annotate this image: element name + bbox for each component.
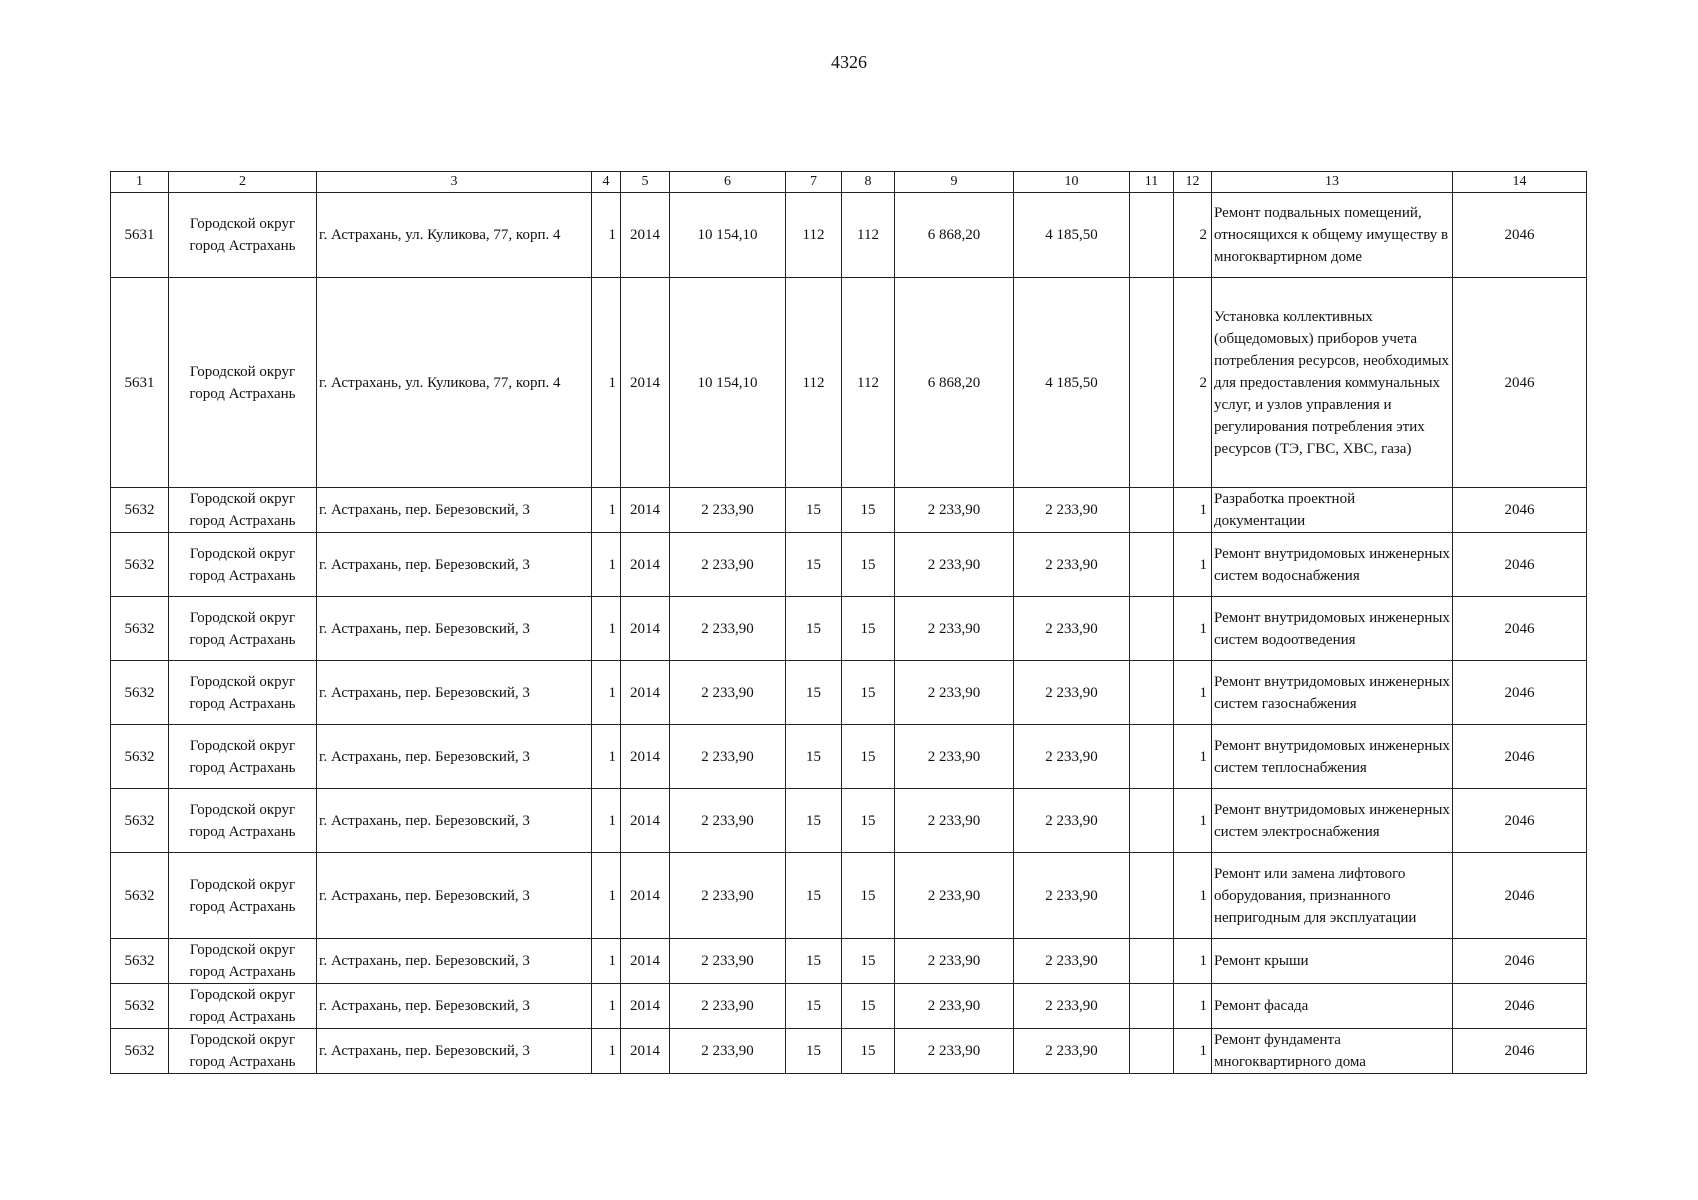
- column-header: 2: [169, 172, 317, 193]
- column-header: 10: [1014, 172, 1130, 193]
- column-header: 4: [592, 172, 621, 193]
- col4-cell: 1: [592, 939, 621, 984]
- header-row: [111, 172, 1587, 193]
- year-planned-cell: 2046: [1453, 597, 1587, 661]
- municipality-cell: Городской округ город Астрахань: [169, 984, 317, 1029]
- table-row: [111, 193, 1587, 278]
- column-header: 12: [1174, 172, 1212, 193]
- col8-cell: 15: [842, 939, 895, 984]
- capital-repair-table: [110, 171, 1587, 1074]
- col11-cell: [1130, 984, 1174, 1029]
- col8-cell: 15: [842, 853, 895, 939]
- total-area-cell: 2 233,90: [670, 939, 786, 984]
- col7-cell: 15: [786, 533, 842, 597]
- col7-cell: 15: [786, 661, 842, 725]
- col10-cell: 2 233,90: [1014, 725, 1130, 789]
- col7-cell: 112: [786, 193, 842, 278]
- col8-cell: 15: [842, 488, 895, 533]
- municipality-cell: Городской округ город Астрахань: [169, 661, 317, 725]
- col4-cell: 1: [592, 278, 621, 488]
- col11-cell: [1130, 488, 1174, 533]
- municipality-cell: Городской округ город Астрахань: [169, 278, 317, 488]
- total-area-cell: 2 233,90: [670, 725, 786, 789]
- col7-cell: 15: [786, 1029, 842, 1074]
- total-area-cell: 2 233,90: [670, 533, 786, 597]
- col11-cell: [1130, 853, 1174, 939]
- col8-cell: 112: [842, 193, 895, 278]
- year-planned-cell: 2046: [1453, 1029, 1587, 1074]
- row-number: 5632: [111, 1029, 169, 1074]
- address-cell: г. Астрахань, пер. Березовский, 3: [317, 661, 592, 725]
- col12-cell: 1: [1174, 853, 1212, 939]
- col12-cell: 1: [1174, 939, 1212, 984]
- year-cell: 2014: [621, 789, 670, 853]
- col11-cell: [1130, 597, 1174, 661]
- column-header: 9: [895, 172, 1014, 193]
- address-cell: г. Астрахань, пер. Березовский, 3: [317, 984, 592, 1029]
- total-area-cell: 2 233,90: [670, 853, 786, 939]
- col11-cell: [1130, 661, 1174, 725]
- municipality-cell: Городской округ город Астрахань: [169, 1029, 317, 1074]
- table-row: [111, 533, 1587, 597]
- total-area-cell: 2 233,90: [670, 597, 786, 661]
- column-header: 5: [621, 172, 670, 193]
- work-type-cell: Ремонт внутридомовых инженерных систем водоснабжения: [1212, 533, 1453, 597]
- col9-cell: 2 233,90: [895, 984, 1014, 1029]
- municipality-cell: Городской округ город Астрахань: [169, 939, 317, 984]
- col8-cell: 15: [842, 789, 895, 853]
- col10-cell: 4 185,50: [1014, 193, 1130, 278]
- col12-cell: 2: [1174, 193, 1212, 278]
- col4-cell: 1: [592, 725, 621, 789]
- year-cell: 2014: [621, 853, 670, 939]
- table-header: [111, 172, 1587, 193]
- row-number: 5632: [111, 984, 169, 1029]
- col10-cell: 2 233,90: [1014, 789, 1130, 853]
- col10-cell: 2 233,90: [1014, 533, 1130, 597]
- col8-cell: 15: [842, 533, 895, 597]
- col12-cell: 2: [1174, 278, 1212, 488]
- column-header: 6: [670, 172, 786, 193]
- address-cell: г. Астрахань, пер. Березовский, 3: [317, 789, 592, 853]
- total-area-cell: 10 154,10: [670, 278, 786, 488]
- col11-cell: [1130, 789, 1174, 853]
- year-planned-cell: 2046: [1453, 984, 1587, 1029]
- year-planned-cell: 2046: [1453, 725, 1587, 789]
- row-number: 5632: [111, 661, 169, 725]
- col4-cell: 1: [592, 661, 621, 725]
- col9-cell: 2 233,90: [895, 661, 1014, 725]
- col12-cell: 1: [1174, 488, 1212, 533]
- address-cell: г. Астрахань, ул. Куликова, 77, корп. 4: [317, 193, 592, 278]
- address-cell: г. Астрахань, пер. Березовский, 3: [317, 597, 592, 661]
- work-type-cell: Ремонт внутридомовых инженерных систем водоотведения: [1212, 597, 1453, 661]
- table-row: [111, 984, 1587, 1029]
- col11-cell: [1130, 193, 1174, 278]
- col11-cell: [1130, 278, 1174, 488]
- col4-cell: 1: [592, 853, 621, 939]
- year-cell: 2014: [621, 488, 670, 533]
- col9-cell: 2 233,90: [895, 597, 1014, 661]
- col4-cell: 1: [592, 193, 621, 278]
- col9-cell: 2 233,90: [895, 725, 1014, 789]
- col11-cell: [1130, 1029, 1174, 1074]
- col4-cell: 1: [592, 1029, 621, 1074]
- year-cell: 2014: [621, 597, 670, 661]
- col7-cell: 15: [786, 597, 842, 661]
- row-number: 5632: [111, 853, 169, 939]
- year-planned-cell: 2046: [1453, 939, 1587, 984]
- work-type-cell: Ремонт внутридомовых инженерных систем газоснабжения: [1212, 661, 1453, 725]
- col7-cell: 15: [786, 984, 842, 1029]
- column-header: 7: [786, 172, 842, 193]
- col9-cell: 2 233,90: [895, 488, 1014, 533]
- address-cell: г. Астрахань, пер. Березовский, 3: [317, 939, 592, 984]
- col7-cell: 15: [786, 853, 842, 939]
- year-cell: 2014: [621, 661, 670, 725]
- col9-cell: 2 233,90: [895, 1029, 1014, 1074]
- col8-cell: 15: [842, 725, 895, 789]
- col10-cell: 2 233,90: [1014, 661, 1130, 725]
- year-cell: 2014: [621, 193, 670, 278]
- col12-cell: 1: [1174, 597, 1212, 661]
- column-header: 3: [317, 172, 592, 193]
- col12-cell: 1: [1174, 789, 1212, 853]
- year-cell: 2014: [621, 1029, 670, 1074]
- col7-cell: 15: [786, 789, 842, 853]
- table-row: [111, 488, 1587, 533]
- col10-cell: 2 233,90: [1014, 939, 1130, 984]
- col4-cell: 1: [592, 597, 621, 661]
- column-header: 1: [111, 172, 169, 193]
- work-type-cell: Ремонт или замена лифтового оборудования, признанного непригодным для эксплуатации: [1212, 853, 1453, 939]
- col10-cell: 2 233,90: [1014, 853, 1130, 939]
- column-header: 11: [1130, 172, 1174, 193]
- col8-cell: 15: [842, 984, 895, 1029]
- municipality-cell: Городской округ город Астрахань: [169, 533, 317, 597]
- table-row: [111, 789, 1587, 853]
- work-type-cell: Ремонт крыши: [1212, 939, 1453, 984]
- col4-cell: 1: [592, 533, 621, 597]
- column-header: 13: [1212, 172, 1453, 193]
- year-cell: 2014: [621, 533, 670, 597]
- year-planned-cell: 2046: [1453, 789, 1587, 853]
- work-type-cell: Ремонт фасада: [1212, 984, 1453, 1029]
- table-row: [111, 1029, 1587, 1074]
- col12-cell: 1: [1174, 1029, 1212, 1074]
- row-number: 5632: [111, 533, 169, 597]
- col8-cell: 15: [842, 597, 895, 661]
- col7-cell: 112: [786, 278, 842, 488]
- col10-cell: 2 233,90: [1014, 597, 1130, 661]
- table-body: [111, 193, 1587, 1074]
- work-type-cell: Ремонт внутридомовых инженерных систем теплоснабжения: [1212, 725, 1453, 789]
- row-number: 5632: [111, 597, 169, 661]
- col9-cell: 2 233,90: [895, 789, 1014, 853]
- municipality-cell: Городской округ город Астрахань: [169, 597, 317, 661]
- col9-cell: 2 233,90: [895, 853, 1014, 939]
- column-header: 8: [842, 172, 895, 193]
- municipality-cell: Городской округ город Астрахань: [169, 853, 317, 939]
- table-row: [111, 661, 1587, 725]
- municipality-cell: Городской округ город Астрахань: [169, 789, 317, 853]
- col7-cell: 15: [786, 488, 842, 533]
- col12-cell: 1: [1174, 661, 1212, 725]
- work-type-cell: Ремонт подвальных помещений, относящихся к общему имуществу в многоквартирном доме: [1212, 193, 1453, 278]
- row-number: 5631: [111, 193, 169, 278]
- year-cell: 2014: [621, 278, 670, 488]
- page-number: 4326: [831, 52, 867, 72]
- work-type-cell: Ремонт фундамента многоквартирного дома: [1212, 1029, 1453, 1074]
- table-row: [111, 725, 1587, 789]
- table-row: [111, 597, 1587, 661]
- work-type-cell: Разработка проектной документации: [1212, 488, 1453, 533]
- col10-cell: 4 185,50: [1014, 278, 1130, 488]
- year-cell: 2014: [621, 939, 670, 984]
- row-number: 5632: [111, 488, 169, 533]
- col9-cell: 6 868,20: [895, 278, 1014, 488]
- col4-cell: 1: [592, 488, 621, 533]
- year-planned-cell: 2046: [1453, 533, 1587, 597]
- year-cell: 2014: [621, 984, 670, 1029]
- address-cell: г. Астрахань, ул. Куликова, 77, корп. 4: [317, 278, 592, 488]
- total-area-cell: 2 233,90: [670, 1029, 786, 1074]
- col10-cell: 2 233,90: [1014, 488, 1130, 533]
- col9-cell: 6 868,20: [895, 193, 1014, 278]
- municipality-cell: Городской округ город Астрахань: [169, 488, 317, 533]
- work-type-cell: Установка коллективных (общедомовых) приборов учета потребления ресурсов, необходимых для предоставления коммунальных услуг, и узлов управления и регулирования потребления этих ресурсов (ТЭ, ГВС, ХВС, газа): [1212, 278, 1453, 488]
- address-cell: г. Астрахань, пер. Березовский, 3: [317, 488, 592, 533]
- col10-cell: 2 233,90: [1014, 1029, 1130, 1074]
- col4-cell: 1: [592, 789, 621, 853]
- col9-cell: 2 233,90: [895, 533, 1014, 597]
- col9-cell: 2 233,90: [895, 939, 1014, 984]
- col10-cell: 2 233,90: [1014, 984, 1130, 1029]
- year-planned-cell: 2046: [1453, 193, 1587, 278]
- total-area-cell: 2 233,90: [670, 488, 786, 533]
- address-cell: г. Астрахань, пер. Березовский, 3: [317, 1029, 592, 1074]
- row-number: 5632: [111, 725, 169, 789]
- municipality-cell: Городской округ город Астрахань: [169, 725, 317, 789]
- table-row: [111, 278, 1587, 488]
- total-area-cell: 2 233,90: [670, 661, 786, 725]
- col7-cell: 15: [786, 939, 842, 984]
- column-header: 14: [1453, 172, 1587, 193]
- col12-cell: 1: [1174, 533, 1212, 597]
- address-cell: г. Астрахань, пер. Березовский, 3: [317, 853, 592, 939]
- table-row: [111, 853, 1587, 939]
- row-number: 5632: [111, 789, 169, 853]
- year-planned-cell: 2046: [1453, 278, 1587, 488]
- col12-cell: 1: [1174, 984, 1212, 1029]
- total-area-cell: 10 154,10: [670, 193, 786, 278]
- col4-cell: 1: [592, 984, 621, 1029]
- municipality-cell: Городской округ город Астрахань: [169, 193, 317, 278]
- year-planned-cell: 2046: [1453, 488, 1587, 533]
- total-area-cell: 2 233,90: [670, 984, 786, 1029]
- year-planned-cell: 2046: [1453, 661, 1587, 725]
- col11-cell: [1130, 939, 1174, 984]
- col8-cell: 112: [842, 278, 895, 488]
- year-cell: 2014: [621, 725, 670, 789]
- row-number: 5632: [111, 939, 169, 984]
- address-cell: г. Астрахань, пер. Березовский, 3: [317, 725, 592, 789]
- col11-cell: [1130, 533, 1174, 597]
- address-cell: г. Астрахань, пер. Березовский, 3: [317, 533, 592, 597]
- work-type-cell: Ремонт внутридомовых инженерных систем электроснабжения: [1212, 789, 1453, 853]
- col11-cell: [1130, 725, 1174, 789]
- col7-cell: 15: [786, 725, 842, 789]
- col8-cell: 15: [842, 1029, 895, 1074]
- total-area-cell: 2 233,90: [670, 789, 786, 853]
- col12-cell: 1: [1174, 725, 1212, 789]
- col8-cell: 15: [842, 661, 895, 725]
- table-row: [111, 939, 1587, 984]
- row-number: 5631: [111, 278, 169, 488]
- year-planned-cell: 2046: [1453, 853, 1587, 939]
